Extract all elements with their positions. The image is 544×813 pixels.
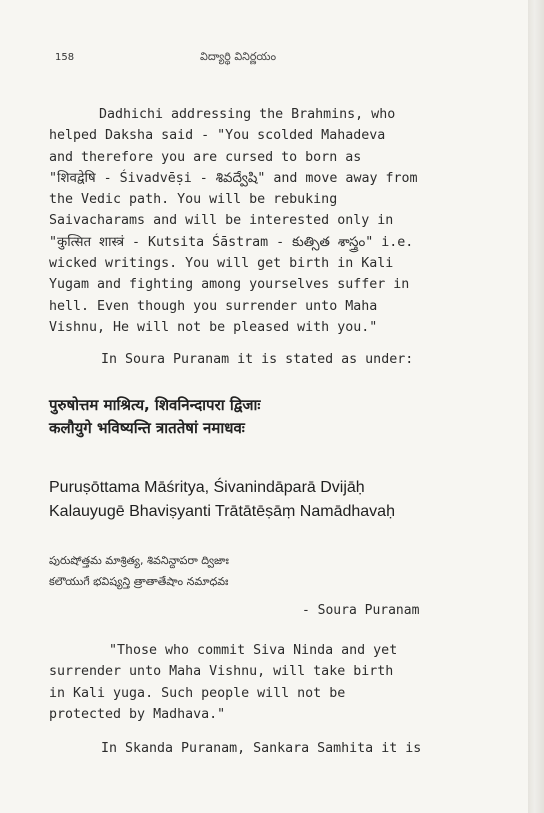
text-line: the Vedic path. You will be rebuking [49,192,338,208]
paragraph-dadhichi [49,104,505,338]
page-number: 158 [55,52,75,63]
text-line: protected by Madhava." [49,706,226,722]
text-line: in Kali yuga. Such people will not be [49,685,346,701]
running-title: విద్యార్థి వినిర్ణయం [200,50,277,63]
verse-line: Kalauyugē Bhaviṣyanti Trātātēṣāṃ Namādhavaḥ [49,503,395,520]
verse-line: పురుషోత్తమ మాశ్రిత్య, శివనిన్దాపరా ద్విజాః [49,554,229,567]
verse-line: कलौयुगे भविष्यन्ति त्राततेषां नमाधवः [49,419,245,437]
text-line: wicked writings. You will get birth in Kali [49,256,394,272]
verse-line: पुरुषोत्तम माश्रित्य, शिवनिन्दापरा द्विजाः [49,396,261,414]
text-line: surrender unto Maha Vishnu, will take birth [49,664,394,680]
text-line: Vishnu, He will not be pleased with you." [49,319,378,335]
verse-telugu [49,550,509,592]
text-line: "शिवद्वेषि - Śivadvēṣi - శివద్వేషి" and move away from [49,170,418,186]
text-line: "Those who commit Siva Ninda and yet [109,643,398,658]
paragraph-soura-intro: In Soura Puranam it is stated as under: [101,352,414,367]
adjacent-page-edge [528,0,544,813]
text-line: Saivacharams and will be interested only in [49,213,394,229]
verse-line: Puruṣōttama Māśritya, Śivanindāparā Dvijāḥ [49,479,365,496]
paragraph-meaning [49,640,505,725]
text-line: "कुत्सित शास्त्रं - Kutsita Śāstram - కుత్సిత శాస్త్రం" i.e. [49,234,414,250]
verse-devanagari [49,394,509,440]
verse-line: కలౌయుగే భవిష్యన్తి త్రాతాతేషాం నమాధవః [49,575,229,588]
text-line: helped Daksha said - "You scolded Mahadeva [49,128,386,144]
text-line: hell. Even though you surrender unto Maha [49,298,378,314]
text-line: Dadhichi addressing the Brahmins, who [99,107,396,122]
text-line: and therefore you are cursed to born as [49,149,362,165]
page-header [0,50,528,68]
paragraph-skanda-intro: In Skanda Puranam, Sankara Samhita it is [101,741,422,756]
verse-transliteration [49,476,519,524]
verse-attribution: - Soura Puranam [302,603,420,618]
text-line: Yugam and fighting among yourselves suffer in [49,277,410,293]
